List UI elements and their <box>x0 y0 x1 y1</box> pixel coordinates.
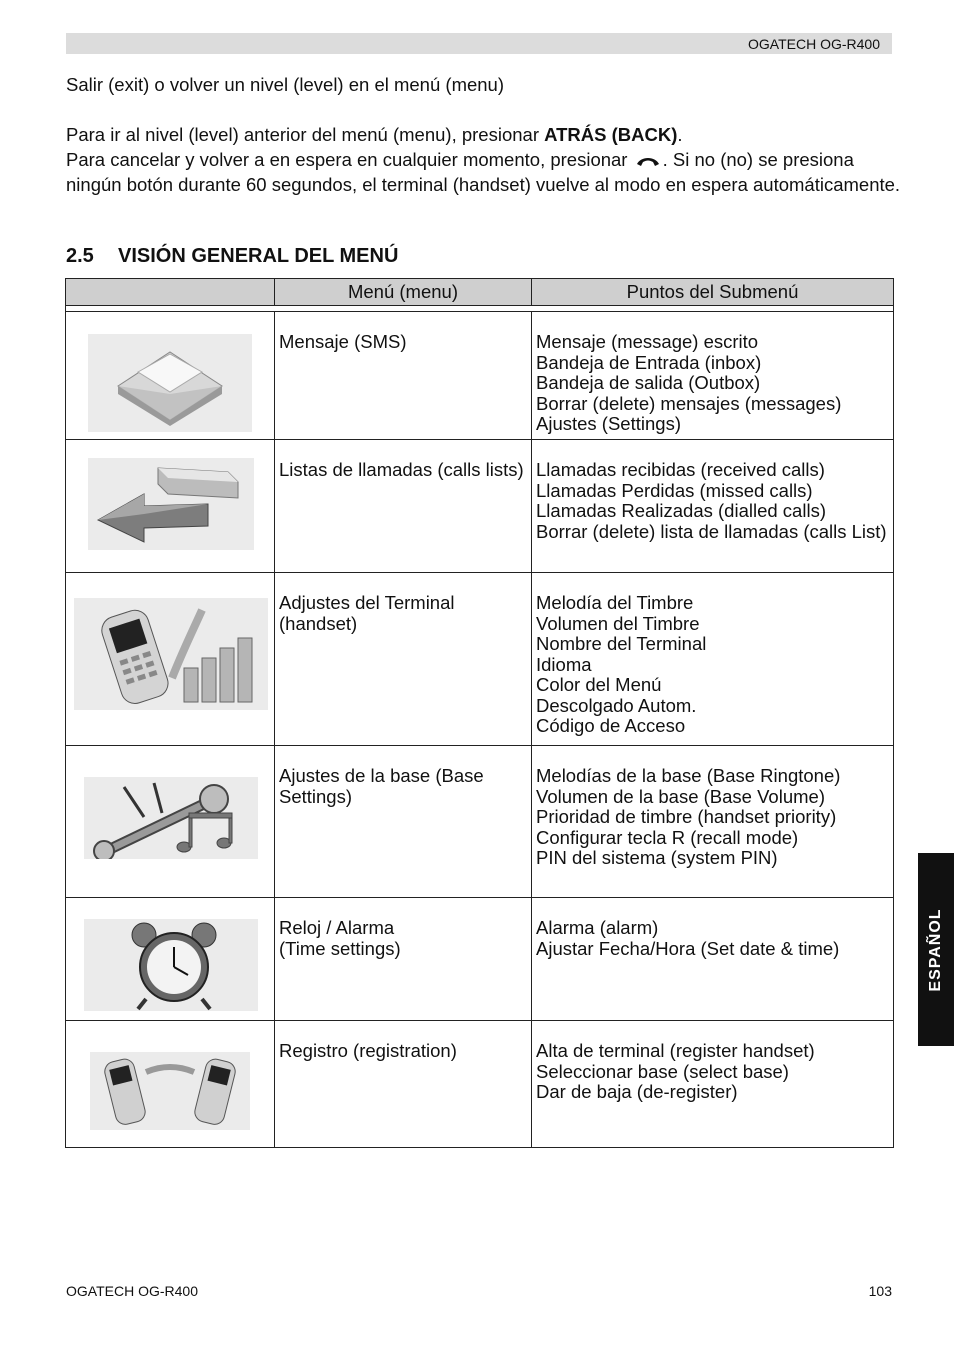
footer-model: OGATECH OG-R400 <box>66 1283 198 1299</box>
menu-cell <box>275 746 532 898</box>
intro-cancel-paragraph: Para cancelar y volver a en espera en cualquier momento, presionar . Si no (no) se presiona ningún botón durante 60 segundos, el terminal (handset) vuelve al modo en espera automáticamente. <box>66 149 901 195</box>
menu-cell <box>275 573 532 746</box>
submenu-item: Mensaje (message) escrito <box>536 331 759 352</box>
header-bar <box>66 33 892 54</box>
header-menu-column: Menú (menu) <box>275 279 532 306</box>
language-tab-label: ESPAÑOL <box>927 907 944 992</box>
submenu-item: Configurar tecla R (recall mode) <box>536 826 799 848</box>
section-heading: VISIÓN GENERAL DEL MENÚ <box>118 245 399 267</box>
submenu-item: Bandeja de salida (Outbox) <box>536 372 761 393</box>
submenu-cell <box>532 1021 894 1148</box>
table-row <box>66 746 894 898</box>
menu-cell <box>275 312 532 440</box>
submenu-item: Melodía del Timbre <box>536 592 694 613</box>
icon-cell <box>66 898 275 1021</box>
submenu-item: Nombre del Terminal <box>536 633 707 654</box>
section-number: 2.5 <box>66 245 94 267</box>
table-header-row <box>66 279 894 306</box>
submenu-item: Llamadas Perdidas (missed calls) <box>536 479 813 501</box>
two-handsets-icon <box>90 1052 250 1130</box>
submenu-item: Código de Acceso <box>536 715 686 736</box>
icon-cell <box>66 573 275 746</box>
alarm-clock-icon <box>84 919 258 1011</box>
menu-label: Ajustes de la base (Base Settings) <box>279 765 484 807</box>
wrench-screw-music-icon <box>84 777 258 859</box>
section-title <box>66 245 398 268</box>
header-model: OGATECH OG-R400 <box>748 36 880 52</box>
icon-cell <box>66 746 275 898</box>
submenu-item: Llamadas recibidas (received calls) <box>536 459 825 480</box>
page-number: 103 <box>868 1283 892 1299</box>
menu-label: Adjustes del Terminal (handset) <box>279 592 455 634</box>
menu-cell <box>275 898 532 1021</box>
menu-label: Registro (registration) <box>279 1040 457 1061</box>
submenu-item: Alta de terminal (register handset) <box>536 1040 815 1061</box>
table-row <box>66 440 894 573</box>
submenu-item: Borrar (delete) lista de llamadas (calls List) <box>536 520 887 542</box>
submenu-item: Color del Menú <box>536 674 662 695</box>
end-call-icon <box>635 154 661 168</box>
icon-cell <box>66 1021 275 1148</box>
handset-settings-icon <box>74 598 268 710</box>
submenu-item: Volumen de la base (Base Volume) <box>536 785 825 807</box>
header-icon-column <box>66 279 275 306</box>
intro-back-paragraph: Para ir al nivel (level) anterior del menú (menu), presionar ATRÁS (BACK). <box>66 124 683 145</box>
icon-cell <box>66 312 275 440</box>
submenu-item: Prioridad de timbre (handset priority) <box>536 806 837 827</box>
submenu-item: PIN del sistema (system PIN) <box>536 847 778 868</box>
back-key-label: ATRÁS (BACK) <box>544 124 678 145</box>
submenu-item: Idioma <box>536 653 592 675</box>
call-list-arrows-icon <box>88 458 254 550</box>
submenu-cell <box>532 312 894 440</box>
submenu-item: Seleccionar base (select base) <box>536 1060 789 1082</box>
submenu-item: Ajustes (Settings) <box>536 413 681 434</box>
menu-overview-table <box>65 278 894 1148</box>
menu-label: Listas de llamadas (calls lists) <box>279 459 524 480</box>
submenu-cell <box>532 573 894 746</box>
submenu-cell <box>532 440 894 573</box>
menu-cell <box>275 1021 532 1148</box>
intro-text <box>66 72 906 197</box>
submenu-cell <box>532 746 894 898</box>
language-tab <box>918 853 954 1046</box>
submenu-item: Dar de baja (de-register) <box>536 1081 738 1102</box>
table-row <box>66 312 894 440</box>
submenu-item: Llamadas Realizadas (dialled calls) <box>536 500 826 521</box>
menu-label: Mensaje (SMS) <box>279 331 407 352</box>
menu-label: Reloj / Alarma (Time settings) <box>279 917 401 959</box>
menu-cell <box>275 440 532 573</box>
submenu-cell <box>532 898 894 1021</box>
submenu-item: Alarma (alarm) <box>536 917 659 938</box>
envelope-icon <box>88 334 252 432</box>
intro-line-exit: Salir (exit) o volver un nivel (level) en el menú (menu) <box>66 74 505 95</box>
table-row <box>66 573 894 746</box>
submenu-item: Borrar (delete) mensajes (messages) <box>536 392 842 414</box>
submenu-item: Ajustar Fecha/Hora (Set date & time) <box>536 937 840 959</box>
icon-cell <box>66 440 275 573</box>
submenu-item: Descolgado Autom. <box>536 694 697 716</box>
submenu-item: Bandeja de Entrada (inbox) <box>536 351 762 373</box>
submenu-item: Volumen del Timbre <box>536 612 700 634</box>
table-row <box>66 898 894 1021</box>
table-row <box>66 1021 894 1148</box>
submenu-item: Melodías de la base (Base Ringtone) <box>536 765 841 786</box>
header-submenu-column: Puntos del Submenú <box>532 279 894 306</box>
